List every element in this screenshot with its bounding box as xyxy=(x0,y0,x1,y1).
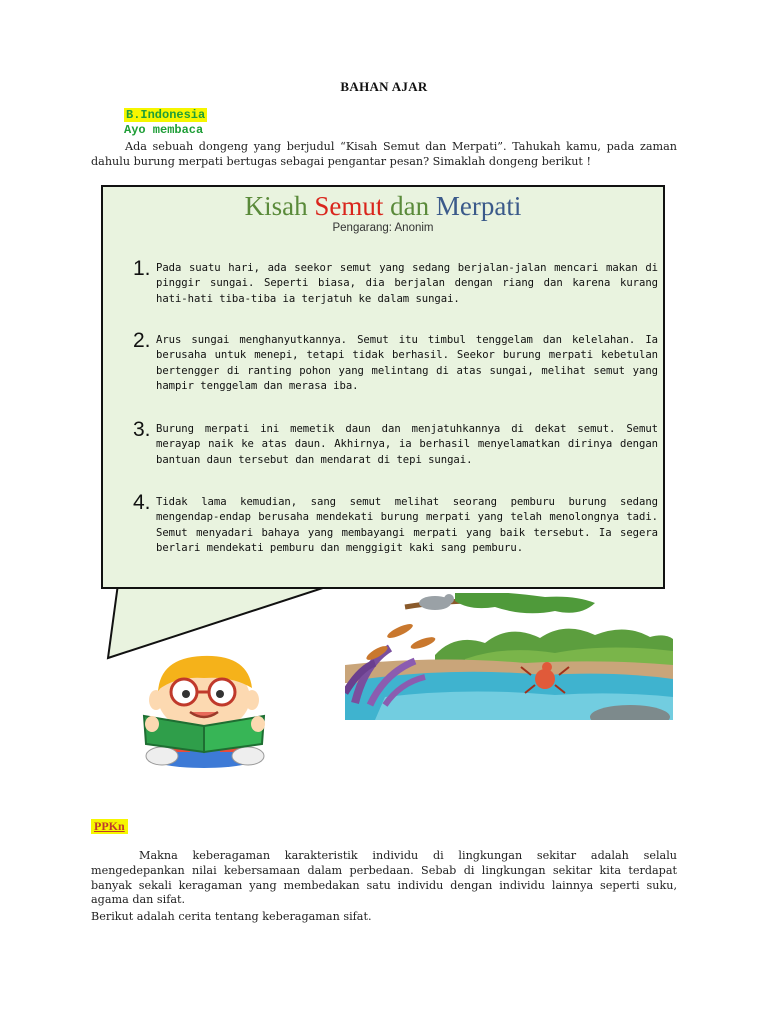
page-title: BAHAN AJAR xyxy=(340,79,428,94)
paragraph-text: Pada suatu hari, ada seekor semut yang sedang berjalan-jalan mencari makan di pinggir sungai. Seperti biasa, dia berjalan dengan riang dan karena kurang hati-hati tiba-tiba ia terjatuh ke dalam sungai. xyxy=(156,262,658,305)
paragraph-text: Arus sungai menghanyutkannya. Semut itu timbul tenggelam dan kelelahan. Ia berusaha untuk menepi, tetapi tidak berhasil. Seekor burung merpati kebetulan bertengger di ranting pohon yang melintang di atas sungai, melihat semut yang hampir tenggelam dan merasa iba. xyxy=(156,334,658,393)
story-title-part: dan xyxy=(383,191,436,221)
subject-label-indonesia: B.Indonesia xyxy=(126,108,206,122)
story-paragraph xyxy=(128,329,658,395)
subject-label-ppkn: PPKn xyxy=(91,819,128,834)
river-scene-illustration xyxy=(345,593,673,720)
paragraph-number: 1. xyxy=(133,257,151,280)
read-label: Ayo membaca xyxy=(124,123,204,137)
story-title-part: Kisah xyxy=(244,191,315,221)
ppkn-last-line: Berikut adalah cerita tentang keberagaman sifat. xyxy=(91,910,372,923)
story-paragraph xyxy=(128,257,658,307)
paragraph-text: Tidak lama kemudian, sang semut melihat seorang pemburu burung sedang mengendap-endap berusaha mendekati burung merpati yang telah menolongnya tadi. Semut menyadari bahaya yang membayangi merpati yang baik tersebut. Ia segera berlari mendekati pemburu dan menggigit kaki sang pemburu. xyxy=(156,496,658,555)
paragraph-number: 4. xyxy=(133,491,151,514)
story-title xyxy=(101,190,665,222)
intro-paragraph: Ada sebuah dongeng yang berjudul “Kisah Semut dan Merpati”. Tahukah kamu, pada zaman dahulu burung merpati bertugas sebagai pengantar pesan? Simaklah dongeng berikut ! xyxy=(91,140,677,168)
story-author: Pengarang: Anonim xyxy=(332,222,434,234)
ppkn-paragraph: Makna keberagaman karakteristik individu di lingkungan sekitar adalah selalu mengedepankan nilai kebersamaan dalam perbedaan. Sebab di lingkungan sekitar kita terdapat banyak sekali keragaman yang membedakan satu individu dengan individu lainnya seperti suku, agama dan sifat. xyxy=(91,849,677,907)
story-paragraph xyxy=(128,418,658,468)
paragraph-text: Burung merpati ini memetik daun dan menjatuhkannya di dekat semut. Semut merayap naik ke atas daun. Akhirnya, ia berhasil menyelamatkan dirinya dengan bantuan daun tersebut dan mendarat di tepi sungai. xyxy=(156,423,658,466)
paragraph-number: 3. xyxy=(133,418,151,441)
story-title-part: Merpati xyxy=(435,191,522,221)
story-title-part: Semut xyxy=(314,191,384,221)
paragraph-number: 2. xyxy=(133,329,151,352)
story-paragraph xyxy=(128,491,658,557)
boy-reading-illustration xyxy=(140,652,280,770)
